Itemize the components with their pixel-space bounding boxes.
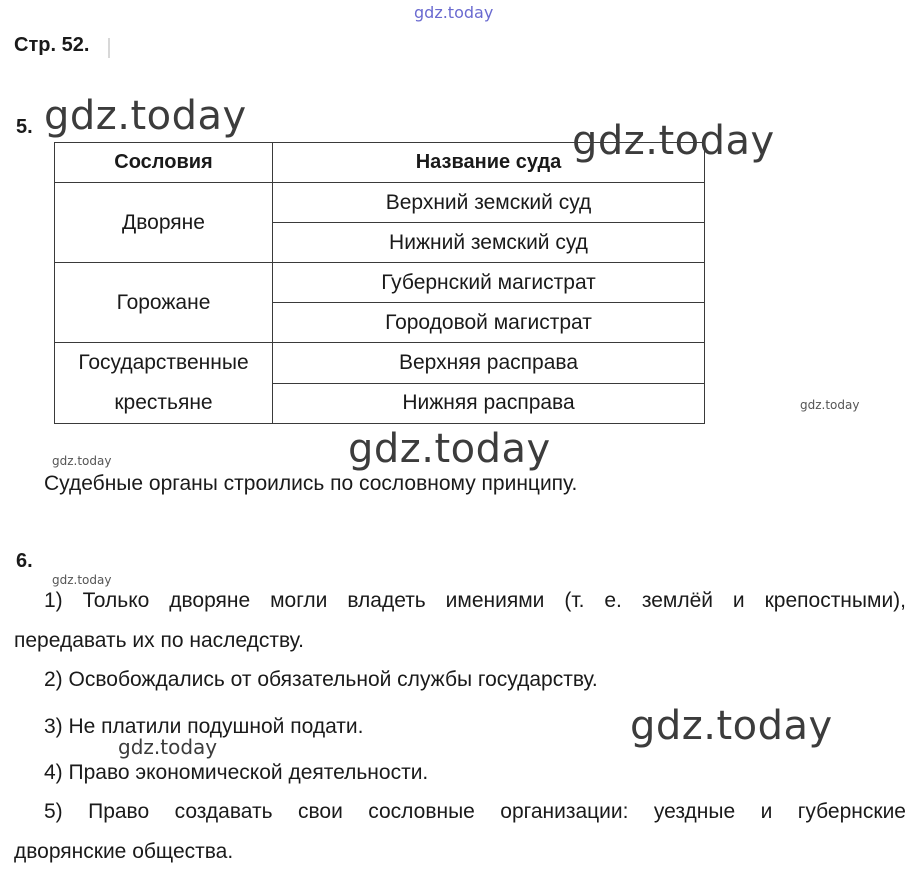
header-estates: Сословия bbox=[55, 143, 273, 183]
list-item-5-line-2: дворянские общества. bbox=[14, 840, 234, 863]
estate-townspeople: Горожане bbox=[55, 263, 273, 343]
court-cell: Верхняя расправа bbox=[273, 343, 705, 384]
watermark-small: gdz.today bbox=[800, 398, 860, 412]
list-item-4: 4) Право экономической деятельности. bbox=[44, 761, 429, 784]
court-cell: Нижний земский суд bbox=[273, 223, 705, 263]
table-row bbox=[55, 263, 705, 303]
court-cell: Верхний земский суд bbox=[273, 183, 705, 223]
list-item-3: 3) Не платили подушной подати. bbox=[44, 715, 364, 738]
watermark-large: gdz.today bbox=[630, 703, 833, 749]
header-court-name: Название суда bbox=[273, 143, 705, 183]
estate-line: крестьяне bbox=[114, 391, 213, 414]
court-cell: Городовой магистрат bbox=[273, 303, 705, 343]
estate-line: Государственные bbox=[78, 351, 249, 374]
watermark-medium: gdz.today bbox=[118, 735, 218, 759]
list-item-5-line-1: 5) Право создавать свои сословные организации: уездные и губернские bbox=[44, 800, 906, 823]
table-row bbox=[55, 183, 705, 223]
page-title: Стр. 52. bbox=[14, 34, 90, 56]
watermark-large: gdz.today bbox=[572, 118, 775, 164]
table-row bbox=[55, 343, 705, 384]
list-item-1-line-2: передавать их по наследству. bbox=[14, 629, 304, 652]
court-cell: Нижняя расправа bbox=[273, 383, 705, 424]
list-item-1-line-1: 1) Только дворяне могли владеть имениями (т. е. землёй и крепостными), bbox=[44, 589, 906, 612]
section-6-number: 6. bbox=[16, 550, 33, 572]
court-cell: Губернский магистрат bbox=[273, 263, 705, 303]
watermark-top: gdz.today bbox=[414, 3, 494, 22]
watermark-small: gdz.today bbox=[52, 454, 112, 468]
text-cursor bbox=[108, 38, 110, 58]
estates-courts-table bbox=[54, 142, 705, 424]
estate-nobles: Дворяне bbox=[55, 183, 273, 263]
section-5-number: 5. bbox=[16, 116, 33, 138]
watermark-small: gdz.today bbox=[52, 573, 112, 587]
list-item-2: 2) Освобождались от обязательной службы государству. bbox=[44, 668, 598, 691]
section-5-conclusion: Судебные органы строились по сословному принципу. bbox=[44, 472, 578, 495]
watermark-large: gdz.today bbox=[348, 426, 551, 472]
watermark-large: gdz.today bbox=[44, 93, 247, 139]
estate-state-peasants bbox=[55, 343, 273, 424]
